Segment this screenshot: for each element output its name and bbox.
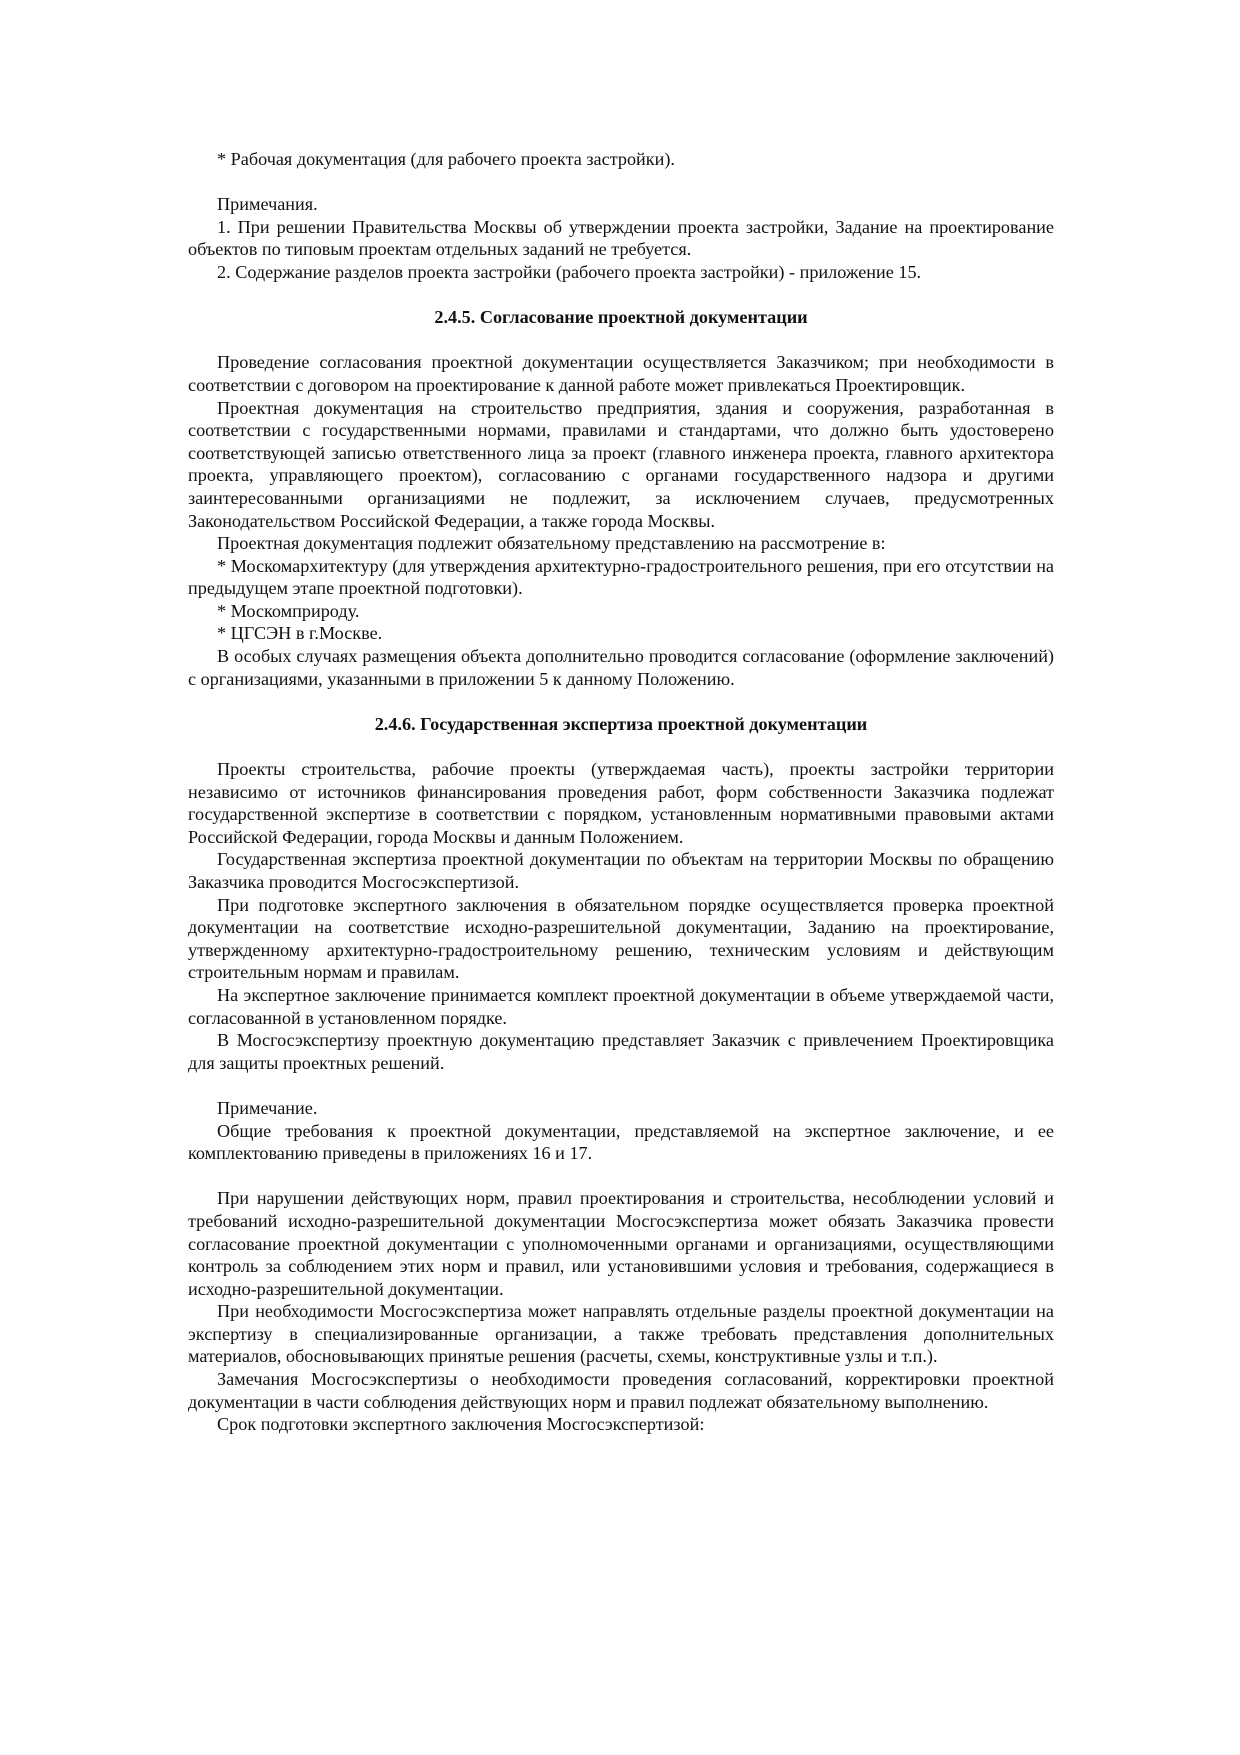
spacer	[188, 735, 1054, 758]
section-2-4-6-paragraph-5: В Мосгосэкспертизу проектную документацию представляет Заказчик с привлечением Проектировщика для защиты проектных решений.	[188, 1030, 1054, 1073]
spacer	[188, 1074, 1054, 1097]
spacer	[188, 171, 1054, 194]
spacer	[188, 690, 1054, 713]
section-2-4-5-list-item-1: * Москомархитектуру (для утверждения архитектурно-градостроительного решения, при его отсутствии на предыдущем этапе проектной подготовки).	[188, 555, 1054, 599]
section-2-4-6-paragraph-9: Срок подготовки экспертного заключения Мосгосэкспертизой:	[217, 1414, 705, 1435]
section-2-4-6-paragraph-4: На экспертное заключение принимается комплект проектной документации в объеме утверждаемой части, согласованной в установленном порядке.	[188, 984, 1054, 1028]
section-2-4-6-paragraph-6: При нарушении действующих норм, правил проектирования и строительства, несоблюдении условий и требований исходно-разрешительной документации Мосгосэкспертиза может обязать Заказчика провести согласование проектной документации с уполномоченными органами и организациями, осуществляющими контроль за соблюдением этих норм и правил, или установившими условия и требования, содержащиеся в исходно-разрешительной документации.	[188, 1188, 1054, 1299]
section-2-4-6-heading: 2.4.6. Государственная экспертиза проектной документации	[374, 713, 868, 734]
section-2-4-6-paragraph-1: Проекты строительства, рабочие проекты (утверждаемая часть), проекты застройки территории независимо от источников финансирования проведения работ, форм собственности Заказчика подлежат государственной экспертизе в соответствии с порядком, установленным нормативными правовыми актами Российской Федерации, города Москвы и данным Положением.	[188, 759, 1054, 847]
document-body	[188, 148, 1054, 1436]
section-2-4-6-note-title: Примечание.	[217, 1097, 318, 1118]
section-2-4-6-paragraph-3: При подготовке экспертного заключения в обязательном порядке осуществляется проверка проектной документации на соответствие исходно-разрешительной документации, Заданию на проектирование, утвержденному архитектурно-градостроительному решению, техническим условиям и действующим строительным нормам и правилам.	[188, 894, 1054, 983]
section-2-4-6-paragraph-2: Государственная экспертиза проектной документации по объектам на территории Москвы по обращению Заказчика проводится Мосгосэкспертизой.	[188, 849, 1054, 892]
note-1: 1. При решении Правительства Москвы об утверждении проекта застройки, Задание на проектирование объектов по типовым проектам отдельных заданий не требуется.	[188, 216, 1054, 260]
working-docs-item: * Рабочая документация (для рабочего проекта застройки).	[217, 149, 675, 169]
spacer	[188, 329, 1054, 352]
section-2-4-5-heading: 2.4.5. Согласование проектной документации	[434, 307, 808, 328]
section-2-4-5-paragraph-4: В особых случаях размещения объекта дополнительно проводится согласование (оформление заключений) с организациями, указанными в приложении 5 к данному Положению.	[188, 646, 1054, 689]
section-2-4-5-list-item-3: * ЦГСЭН в г.Москве.	[217, 623, 383, 644]
section-2-4-6-note-text: Общие требования к проектной документации, представляемой на экспертное заключение, и ее комплектованию приведены в приложениях 16 и 17.	[188, 1120, 1054, 1164]
spacer	[188, 1165, 1054, 1188]
notes-title: Примечания.	[217, 194, 318, 215]
section-2-4-5-paragraph-1: Проведение согласования проектной документации осуществляется Заказчиком; при необходимости в соответствии с договором на проектирование к данной работе может привлекаться Проектировщик.	[188, 352, 1054, 395]
section-2-4-6-paragraph-7: При необходимости Мосгосэкспертиза может направлять отдельные разделы проектной документации на экспертизу в специализированные организации, а также требовать представления дополнительных материалов, обосновывающих принятые решения (расчеты, схемы, конструктивные узлы и т.п.).	[188, 1301, 1054, 1367]
note-2: 2. Содержание разделов проекта застройки (рабочего проекта застройки) - приложение 15.	[217, 261, 922, 282]
section-2-4-5-list-item-2: * Москомприроду.	[217, 600, 360, 621]
section-2-4-5-paragraph-3: Проектная документация подлежит обязательному представлению на рассмотрение в:	[217, 533, 886, 554]
spacer	[188, 284, 1054, 307]
section-2-4-6-paragraph-8: Замечания Мосгосэкспертизы о необходимости проведения согласований, корректировки проектной документации в части соблюдения действующих норм и правил подлежат обязательному выполнению.	[188, 1369, 1054, 1412]
section-2-4-5-paragraph-2: Проектная документация на строительство предприятия, здания и сооружения, разработанная в соответствии с государственными нормами, правилами и стандартами, что должно быть удостоверено соответствующей записью ответственного лица за проект (главного инженера проекта, главного архитектора проекта, управляющего проектом), согласованию с органами государственного надзора и другими заинтересованными организациями не подлежит, за исключением случаев, предусмотренных Законодательством Российской Федерации, а также города Москвы.	[188, 397, 1054, 531]
